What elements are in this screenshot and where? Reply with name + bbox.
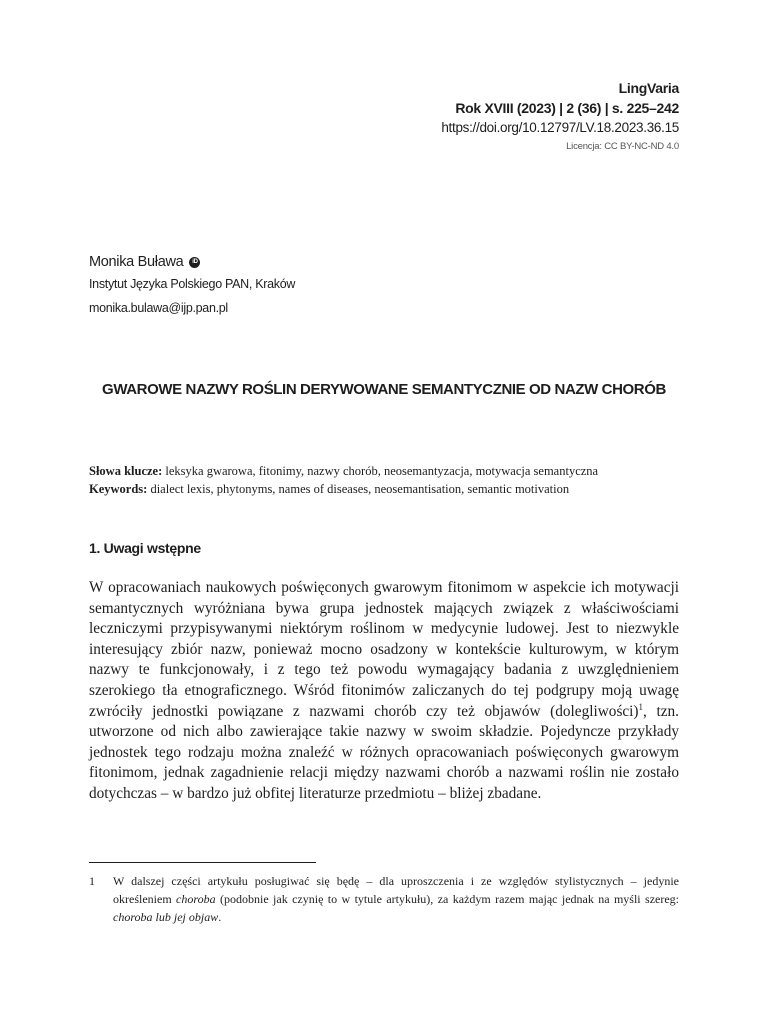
orcid-icon[interactable]: iD — [189, 257, 200, 268]
footnote-ref[interactable]: 1 — [638, 701, 644, 712]
footnote-italic-a: choroba — [176, 892, 216, 906]
journal-header — [441, 78, 679, 156]
body-paragraph — [89, 578, 679, 805]
footnote-text — [113, 872, 679, 926]
author-block — [89, 252, 295, 318]
license-text: Licencja: CC BY-NC-ND 4.0 — [566, 141, 679, 152]
paragraph-text-1: W opracowaniach naukowych poświęconych gwarowym fitonimom w aspekcie ich motywacji semantycznych wyróżniana bywa grupa jednostek mających związek z właściwościami leczniczymi przypisywanymi niektórym roślinom w medycynie ludowej. Jest to niezwykle interesujący zbiór nazw, ponieważ mocno osadzony w kontekście kulturowym, w którym nazwy te funkcjonowały, i z tego też powodu wymagający badania z uwzględnieniem szerokiego tła etnograficznego. Wśród fitonimów zaliczanych do tej podgrupy moją uwagę zwróciły jednostki powiązane z nazwami chorób czy też objawów (dolegliwości) — [89, 579, 679, 720]
footnote-divider — [89, 862, 316, 863]
author-name-row — [89, 252, 295, 272]
footnote-italic-b: choroba lub jej objaw — [113, 910, 219, 924]
keywords-pl-label: Słowa klucze: — [89, 464, 163, 478]
keywords-pl-text: leksyka gwarowa, fitonimy, nazwy chorób, neosemantyzacja, motywacja semantyczna — [162, 464, 599, 478]
journal-name: LingVaria — [618, 80, 679, 96]
keywords-en-label: Keywords: — [89, 482, 148, 496]
doi-link[interactable]: https://doi.org/10.12797/LV.18.2023.36.15 — [441, 120, 679, 135]
keywords-block — [89, 462, 689, 498]
author-affiliation: Instytut Języka Polskiego PAN, Kraków — [89, 277, 296, 291]
author-name: Monika Buława — [89, 254, 184, 270]
keywords-en — [89, 480, 689, 498]
footnote — [89, 872, 679, 926]
section-heading: 1. Uwagi wstępne — [89, 540, 201, 556]
author-email[interactable]: monika.bulawa@ijp.pan.pl — [89, 301, 228, 315]
footnote-text-b: (podobnie jak czynię to w tytule artykułu), za każdym razem mając jednak na myśli szereg: — [215, 892, 679, 906]
paragraph-text-2: , tzn. utworzone od nich albo zawierające takie nazwy w swoim składzie. Pojedyncze przykłady jednostek tego rodzaju można znaleźć w różnych opracowaniach poświęconych gwarowym fitonimom, jednak zagadnienie relacji między nazwami chorób a nazwami roślin nie zostało dotychczas – w bardzo już obfitej literaturze przedmiotu – bliżej zbadane. — [89, 702, 679, 802]
footnote-text-c: . — [218, 910, 222, 924]
keywords-pl — [89, 462, 689, 480]
footnote-text-a: W dalszej części artykułu posługiwać się będę – dla uproszczenia i ze względów stylistycznych – jedynie określeniem — [113, 874, 679, 906]
keywords-en-text: dialect lexis, phytonyms, names of diseases, neosemantisation, semantic motivation — [147, 482, 570, 496]
journal-issue: Rok XVIII (2023) | 2 (36) | s. 225–242 — [455, 100, 679, 116]
article-title: GWAROWE NAZWY ROŚLIN DERYWOWANE SEMANTYCZNIE OD NAZW CHORÓB — [102, 381, 666, 398]
footnote-number: 1 — [89, 874, 95, 888]
